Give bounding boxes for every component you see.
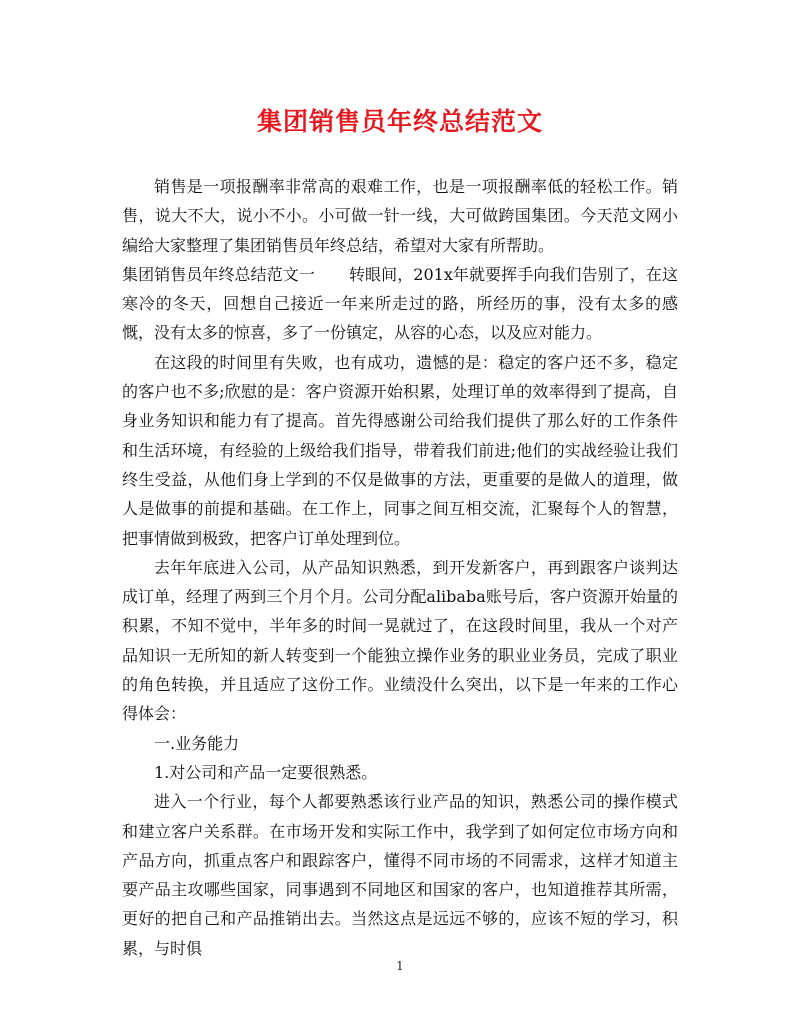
paragraph-2: 在这段的时间里有失败，也有成功，遗憾的是：稳定的客户还不多，稳定的客户也不多;欣慰的是：客户资源开始积累，处理订单的效率得到了提高，自身业务知识和能力有了提高。首先得感谢公司给我们提供了那么好的工作条件和生活环境，有经验的上级给我们指导，带着我们前进;他们的实战经验让我们终生受益，从他们身上学到的不仅是做事的方法，更重要的是做人的道理，做人是做事的前提和基础。在工作上，同事之间互相交流，汇聚每个人的智慧，把事情做到极致，把客户订单处理到位。 xyxy=(122,352,678,548)
paragraph-3: 去年年底进入公司，从产品知识熟悉，到开发新客户，再到跟客户谈判达成订单，经理了两到三个月个月。公司分配alibaba账号后，客户资源开始量的积累，不知不觉中，半年多的时间一晃就过了，在这段时间里，我从一个对产品知识一无所知的新人转变到一个能独立操作业务的职业业务员，完成了职业的角色转换，并且适应了这份工作。业绩没什么突出，以下是一年来的工作心得体会： xyxy=(122,557,678,724)
section-first-paragraph: 转眼间，201x年就要挥手向我们告别了，在这寒冷的冬天，回想自己接近一年来所走过的路，所经历的事，没有太多的感慨，没有太多的惊喜，多了一份镇定，从容的心态，以及应对能力。 xyxy=(122,264,678,343)
intro-paragraph: 销售是一项报酬率非常高的艰难工作，也是一项报酬率低的轻松工作。销售，说大不大，说小不小。小可做一针一线，大可做跨国集团。今天范文网小编给大家整理了集团销售员年终总结，希望对大家有所帮助。 xyxy=(122,177,678,255)
section-one-paragraph xyxy=(122,260,678,348)
heading-know-company-products: 1.对公司和产品一定要很熟悉。 xyxy=(154,762,378,782)
document-title: 集团销售员年终总结范文 xyxy=(256,107,543,136)
heading-business-ability: 一.业务能力 xyxy=(154,733,240,753)
paragraph-4: 进入一个行业，每个人都要熟悉该行业产品的知识，熟悉公司的操作模式和建立客户关系群。在市场开发和实际工作中，我学到了如何定位市场方向和产品方向，抓重点客户和跟踪客户，懂得不同市场的不同需求，这样才知道主要产品主攻哪些国家，同事遇到不同地区和国家的客户，也知道推荐其所需，更好的把自己和产品推销出去。当然这点是远远不够的，应该不短的学习，积累，与时俱 xyxy=(122,792,678,958)
document-body xyxy=(122,172,678,963)
page-number: 1 xyxy=(396,959,404,973)
section-label: 集团销售员年终总结范文一 xyxy=(122,264,315,284)
